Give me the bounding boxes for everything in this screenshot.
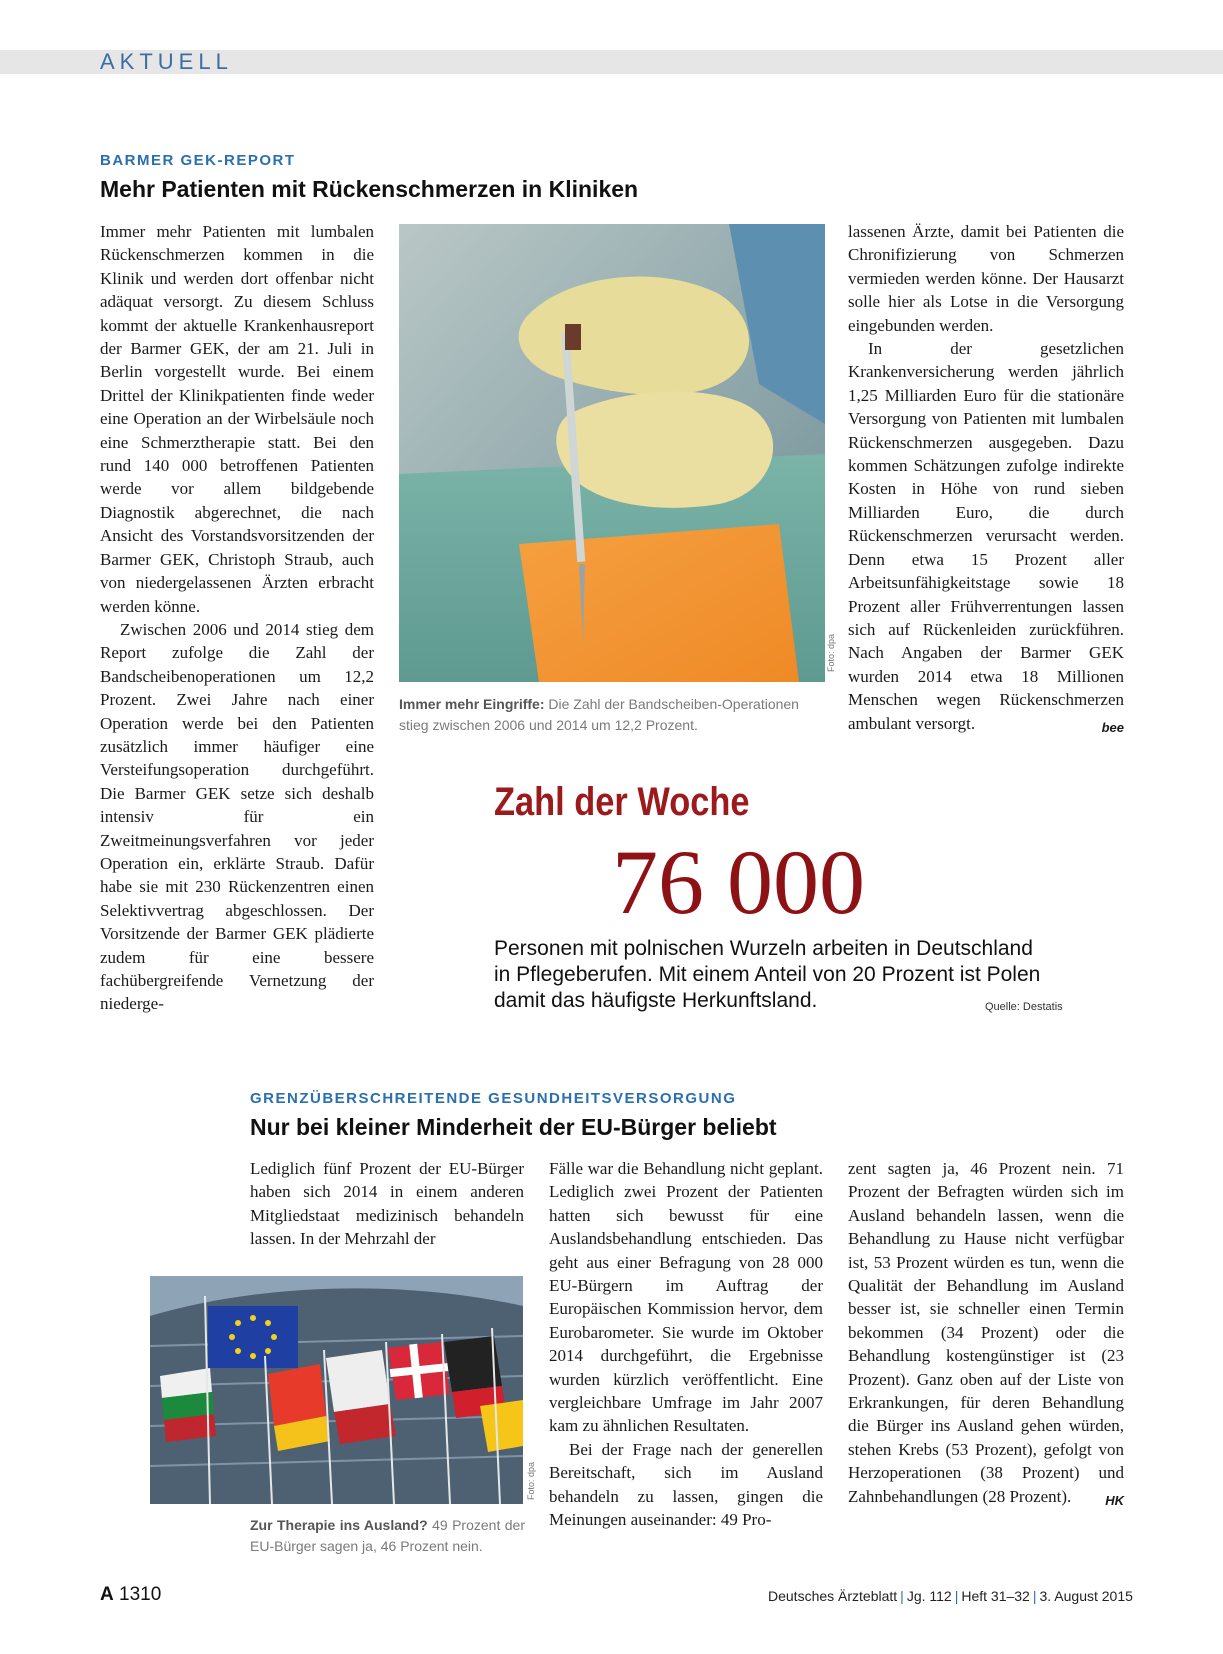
eu-flags-illustration <box>150 1276 523 1504</box>
page-number <box>100 1583 161 1607</box>
paragraph: Lediglich fünf Prozent der EU-Bürger haben sich 2014 in einem anderen Mitgliedstaat medizinisch behandeln lassen. In der Mehrzahl der <box>250 1159 524 1249</box>
section-label: AKTUELL <box>100 49 233 74</box>
article1-kicker: BARMER GEK-REPORT <box>100 152 296 169</box>
number-of-week-title: Zahl der Woche <box>494 780 750 824</box>
surgery-photo-illustration <box>399 224 825 682</box>
number-of-week-value: 76 000 <box>612 831 865 933</box>
article1-photo-caption <box>399 694 819 736</box>
article2-column-3 <box>848 1157 1124 1512</box>
number-of-week-text: Personen mit polnischen Wurzeln arbeiten in Deutschland in Pflegeberufen. Mit einem Anteil von 20 Prozent ist Polen damit das häufigste Herkunftsland. <box>494 937 1041 1012</box>
caption-lead: Immer mehr Eingriffe: <box>399 696 545 712</box>
journal-info <box>768 1586 1133 1606</box>
separator: | <box>1032 1588 1037 1604</box>
journal-date: 3. August 2015 <box>1039 1588 1133 1604</box>
separator: | <box>954 1588 959 1604</box>
journal-issue: Heft 31–32 <box>961 1588 1030 1604</box>
paragraph <box>848 1157 1124 1508</box>
paragraph: Zwischen 2006 und 2014 stieg dem Report zufolge die Zahl der Bandscheibenoperationen um 12,2 Prozent. Zwei Jahre nach einer Operation werde bei den Patienten zusätzlich immer häufiger eine Versteifungsoperation durchgeführt. Die Barmer GEK setze sich deshalb intensiv für ein Zweitmeinungsverfahren vor jeder Operation ein, erklärte Straub. Dafür habe sie mit 230 Rückenzentren einen Selektivvertrag abgeschlossen. Der Vorsitzende der Barmer GEK plädierte zudem für eine bessere fachübergreifende Vernetzung der niederge- <box>100 619 374 1014</box>
page-number-value: 1310 <box>119 1584 162 1605</box>
paragraph-text: zent sagten ja, 46 Prozent nein. 71 Prozent der Befragten würden sich im Ausland behandeln lassen, wenn die Behandlung zu Hause nicht verfügbar ist, 53 Prozent würden es tun, wenn die Qualität der Behandlung im Ausland besser ist, sie schneller einen Termin bekommen (34 Prozent) oder die Behandlung kostengünstiger ist (23 Prozent). Ganz oben auf der Liste von Erkrankungen, für deren Behandlung die Bürger ins Ausland gehen würden, stehen Krebs (53 Prozent), gefolgt von Herzoperationen (38 Prozent) und Zahnbehandlungen (28 Prozent). <box>848 1159 1124 1506</box>
number-of-week-source: Quelle: Destatis <box>985 1001 1063 1013</box>
article2-column-1 <box>250 1157 524 1251</box>
paragraph: Immer mehr Patienten mit lumbalen Rückenschmerzen kommen in die Klinik und werden dort offenbar nicht adäquat versorgt. Zu diesem Schluss kommt der aktuelle Krankenhausreport der Barmer GEK, der am 21. Juli in Berlin vorgestellt wurde. Bei einem Drittel der Klinikpatienten finde weder eine Operation an der Wirbelsäule noch eine Schmerztherapie statt. Bei den rund 140 000 betroffenen Patienten werde vor allem bildgebende Diagnostik abgerechnet, die nach Ansicht des Vorstandsvorsitzenden der Barmer GEK, Christoph Straub, auch von niedergelassenen Ärzten erbracht werden könne. <box>100 222 374 616</box>
page-prefix: A <box>100 1584 114 1605</box>
paragraph: lassenen Ärzte, damit bei Patienten die Chronifizierung von Schmerzen vermieden werden könne. Der Hausarzt solle hier als Lotse in die Versorgung eingebunden werden. <box>848 222 1124 335</box>
photo-credit: Foto: dpa <box>526 1461 536 1500</box>
author-signature: HK <box>1105 1492 1124 1508</box>
caption-text: Die Zahl der Bandscheiben-Operationen stieg zwischen 2006 und 2014 um 12,2 Prozent. <box>399 696 799 733</box>
paragraph: Fälle war die Behandlung nicht geplant. Lediglich zwei Prozent der Patienten hatten sich bewusst für eine Auslandsbehandlung entschieden. Das geht aus einer Befragung von 28 000 EU-Bürgern im Auftrag der Europäischen Kommission hervor, dem Eurobarometer. Sie wurde im Oktober 2014 durchgeführt, die Ergebnisse wurden kürzlich veröffentlicht. Eine vergleichbare Umfrage im Jahr 2007 kam zu ähnlichen Resultaten. <box>549 1159 823 1436</box>
article1-column-3 <box>848 220 1124 739</box>
article1-column-1 <box>100 220 374 1016</box>
caption-text: 49 Prozent der EU-Bürger sagen ja, 46 Prozent nein. <box>250 1517 525 1554</box>
article2-kicker: GRENZÜBERSCHREITENDE GESUNDHEITSVERSORGUNG <box>250 1090 737 1107</box>
photo-credit: Foto: dpa <box>826 633 836 672</box>
article1-headline: Mehr Patienten mit Rückenschmerzen in Kliniken <box>100 176 639 202</box>
journal-name: Deutsches Ärzteblatt <box>768 1588 898 1604</box>
journal-volume: Jg. 112 <box>906 1588 952 1604</box>
article2-photo-caption <box>250 1515 525 1557</box>
surgery-photo <box>399 224 825 682</box>
paragraph <box>848 337 1124 735</box>
separator: | <box>900 1588 904 1604</box>
caption-lead: Zur Therapie ins Ausland? <box>250 1517 428 1533</box>
article2-headline: Nur bei kleiner Minderheit der EU-Bürger beliebt <box>250 1114 777 1140</box>
article2-column-2 <box>549 1157 823 1532</box>
author-signature: bee <box>1101 719 1124 735</box>
eu-flags-photo <box>150 1276 523 1504</box>
paragraph: Bei der Frage nach der generellen Bereitschaft, sich im Ausland behandeln zu lassen, gingen die Meinungen auseinander: 49 Pro- <box>549 1439 823 1530</box>
paragraph-text: In der gesetzlichen Krankenversicherung werden jährlich 1,25 Milliarden Euro für die stationäre Versorgung von Patienten mit lumbalen Rückenschmerzen ausgegeben. Dazu kommen Schätzungen zufolge indirekte Kosten in Höhe von rund sieben Milliarden Euro, die durch Rückenschmerzen verursacht werden. Denn etwa 15 Prozent aller Arbeitsunfähigkeitstage sowie 18 Prozent aller Frühverrentungen lassen sich auf Rückenleiden zurückführen. Nach Angaben der Barmer GEK wurden 2014 etwa 18 Millionen Menschen wegen Rückenschmerzen ambulant versorgt. <box>848 339 1124 733</box>
